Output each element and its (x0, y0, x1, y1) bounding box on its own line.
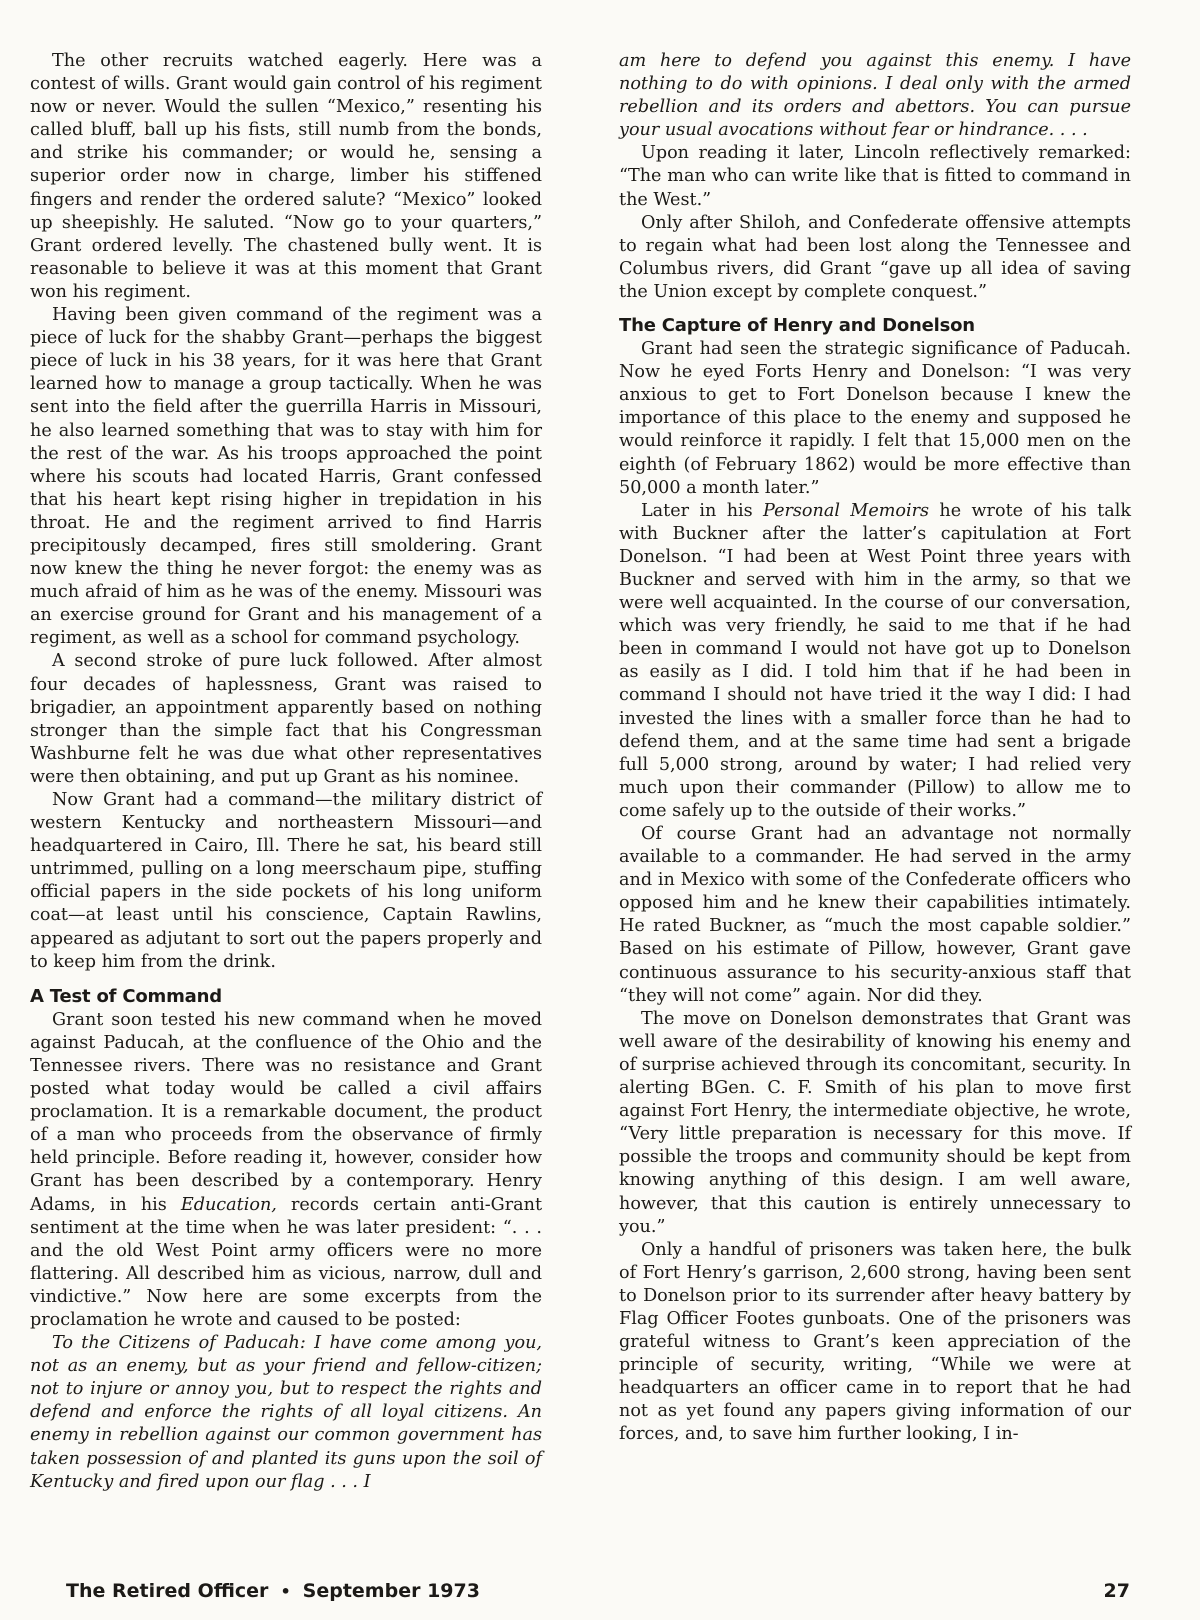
paragraph-text: Later in his (641, 500, 753, 521)
page-number: 27 (1103, 1580, 1130, 1602)
paragraph: Now Grant had a command—the military district of western Kentucky and northeastern Missouri—and headquartered in Cairo, Ill. There he sat, his beard still untrimmed, pulling on a long meerschaum pipe, stuffing official papers in the side pockets of his long uniform coat—at least until his conscience, Captain Rawlins, appeared as adjutant to sort out the papers properly and to keep him from the drink. (30, 790, 542, 972)
paragraph-text: he wrote of his talk with Buckner after the latter’s capitulation at Fort Donelson. “I had been at West Point three years with Buckner and served with him in the army, so that we were well acquainted. In the course of our conversation, which was very friendly, he said to me that if he had been in command I would not have got up to Donelson as easily as I did. I told him that if he had been in command I should not have tried it the way I did: I had invested the lines with a smaller force than he had to defend them, and at the same time had sent a brigade full 5,000 strong, around by water; I had relied very much upon their commander (Pillow) to allow me to come safely up to the outside of their works.” (619, 500, 1131, 821)
paragraph: Grant had seen the strategic significance of Paducah. Now he eyed Forts Henry and Donelson: “I was very anxious to get to Fort Donelson because I knew the importance of this place to the enemy and supposed he would reinforce it rapidly. I felt that 15,000 men on the eighth (of February 1862) would be more effective than 50,000 a month later.” (619, 339, 1131, 498)
paragraph: The other recruits watched eagerly. Here was a contest of wills. Grant would gain control of his regiment now or never. Would the sullen “Mexico,” resenting his called bluff, ball up his fists, still numb from the bonds, and strike his commander; or would he, sensing a superior order now in charge, limber his stiffened fingers and render the ordered salute? “Mexico” looked up sheepishly. He saluted. “Now go to your quarters,” Grant ordered levelly. The chastened bully went. It is reasonable to believe it was at this moment that Grant won his regiment. (30, 51, 542, 302)
paragraph-text: Grant soon tested his new command when he moved against Paducah, at the confluence of the Ohio and the Tennessee rivers. There was no resistance and Grant posted what today would be called a civil affairs proclamation. It is a remarkable document, the product of a man who proceeds from the observance of firmly held principle. Before reading it, however, consider how Grant has been described by a contemporary. Henry Adams, in his (30, 1009, 542, 1215)
page-footer (66, 1576, 1130, 1606)
proclamation-quote: To the Citizens of Paducah: I have come among you, not as an enemy, but as your friend and fellow-citizen; not to injure or annoy you, but to respect the rights and defend and enforce the rights of all loyal citizens. An enemy in rebellion against our common government has taken possession of and planted its guns upon the soil of Kentucky and fired upon our flag . . . I (30, 1333, 542, 1492)
book-title: Personal Memoirs (763, 500, 930, 521)
paragraph: Only a handful of prisoners was taken here, the bulk of Fort Henry’s garrison, 2,600 strong, having been sent to Donelson prior to its surrender after heavy battery by Flag Officer Footes gunboats. One of the prisoners was grateful witness to Grant’s keen appreciation of the principle of security, writing, “While we were at headquarters an officer came in to report that he had not as yet found any papers giving information of our forces, and, to save him further looking, I in- (619, 1239, 1131, 1445)
paragraph: A second stroke of pure luck followed. After almost four decades of haplessness, Grant was raised to brigadier, an appointment apparently based on nothing stronger than the simple fact that his Congressman Washburne felt he was due what other representatives were then obtaining, and put up Grant as his nominee. (30, 651, 542, 787)
left-column (30, 50, 542, 1494)
paragraph: The move on Donelson demonstrates that Grant was well aware of the desirability of knowing his enemy and of surprise achieved through its concomitant, security. In alerting BGen. C. F. Smith of his plan to move first against Fort Henry, the intermediate objective, he wrote, “Very little preparation is necessary for this move. If possible the troops and community should be kept from knowing anything of this design. I am well aware, however, that this caution is entirely unnecessary to you.” (619, 1008, 1131, 1237)
issue-date: September 1973 (302, 1580, 480, 1602)
proclamation-quote: am here to defend you against this enemy. I have nothing to do with opinions. I deal only with the armed rebellion and its orders and abettors. You can pursue your usual avocations without fear or hindrance. . . . (619, 51, 1131, 141)
paragraph: Of course Grant had an advantage not normally available to a commander. He had served in the army and in Mexico with some of the Confederate officers who opposed him and he knew their capabilities intimately. He rated Buckner, as “much the most capable soldier.” Based on his estimate of Pillow, however, Grant gave continuous assurance to his security-anxious staff that “they will not come” again. Nor did they. (619, 824, 1131, 1006)
paragraph: Having been given command of the regiment was a piece of luck for the shabby Grant—perhaps the biggest piece of luck in his 38 years, for it was here that Grant learned how to manage a group tactically. When he was sent into the field after the guerrilla Harris in Missouri, he also learned something that was to stay with him for the rest of the war. As his troops approached the point where his scouts had located Harris, Grant confessed that his heart kept rising higher in trepidation in his throat. He and the regiment arrived to find Harris precipitously decamped, fires still smoldering. Grant now knew the thing he never forgot: the enemy was as much afraid of him as he was of the enemy. Missouri was an exercise ground for Grant and his management of a regiment, as well as a school for command psychology. (30, 305, 542, 649)
paragraph (30, 1009, 542, 1332)
paragraph: Upon reading it later, Lincoln reflectively remarked: “The man who can write like that is fitted to command in the West.” (619, 143, 1131, 210)
paragraph-text: records certain anti-Grant sentiment at the time when he was later president: “. . . and the old West Point army officers were no more flattering. All described him as vicious, narrow, dull and vindictive.” Now here are some excerpts from the proclamation he wrote and caused to be posted: (30, 1194, 543, 1330)
bullet-separator: • (280, 1581, 291, 1601)
paragraph: Only after Shiloh, and Confederate offensive attempts to regain what had been lost along the Tennessee and Columbus rivers, did Grant “gave up all idea of saving the Union except by complete conquest.” (619, 212, 1131, 302)
section-heading: A Test of Command (30, 985, 222, 1007)
right-column (619, 50, 1131, 1447)
section-heading: The Capture of Henry and Donelson (619, 315, 975, 337)
publication-name: The Retired Officer (66, 1580, 269, 1602)
paragraph (619, 500, 1131, 823)
book-title: Education, (180, 1194, 277, 1215)
